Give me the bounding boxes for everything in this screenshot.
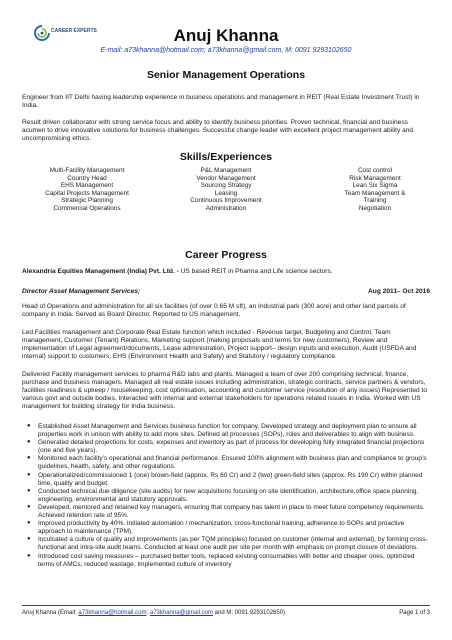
- skill-item: Lean Six Sigma: [352, 182, 398, 189]
- page-footer: [22, 610, 430, 616]
- list-item-text: Monitored each facility’s operational and financial performance. Ensured 100% alignment with business plan and compliance to group’s guidelines, health, safety, and other regulations.: [38, 455, 427, 471]
- summary-paragraph-2: Result driven collaborator with strong service focus and ability to identify business priorities. Proven technical, financial and business acumen to drive innovative solutions for business challenges. Successful change leader with excellent project management ability and uncompromising ethics.: [22, 119, 414, 142]
- skill-item: Multi-Facility Management: [49, 167, 125, 174]
- bullet-icon: ●: [27, 487, 31, 494]
- skills-heading: Skills/Experiences: [179, 151, 273, 163]
- list-item-text: Inculcated a culture of quality and improvements (as per TQM principles) focused on customer (internal and external), by forming cross-functional and intra-site audit teams. Conducted at least one audit per site per month with emphasis on prompt closure of deviations.: [38, 536, 428, 552]
- skills-column-2: [161, 167, 291, 212]
- list-item: [22, 553, 432, 569]
- achievements-list: [22, 423, 432, 569]
- role-title: Director Asset Management Services;: [22, 288, 141, 295]
- bullet-icon: ●: [27, 552, 31, 559]
- list-item-text: Improved productivity by 40%. Initiated automation / mechanization, cross-functional training, adherence to SOPs and proactive approach to maintenance (TPM).: [38, 520, 405, 536]
- candidate-name: Anuj Khanna: [173, 26, 279, 45]
- skill-item: Vendor Management: [196, 174, 256, 182]
- footer-divider: [22, 605, 430, 606]
- company-line: [22, 268, 432, 276]
- career-heading: Career Progress: [185, 249, 267, 261]
- bullet-icon: ●: [27, 455, 31, 462]
- bullet-icon: ●: [27, 536, 31, 543]
- footer-suffix: and M: 0091 9293102650): [213, 610, 286, 616]
- list-item: [22, 504, 432, 520]
- bullet-icon: ●: [27, 471, 31, 478]
- skills-column-1: [22, 167, 152, 212]
- list-item: [22, 423, 432, 439]
- list-item: [22, 439, 432, 455]
- bullet-icon: ●: [27, 423, 31, 429]
- skill-item: Leasing: [214, 189, 238, 197]
- list-item-text: Conducted technical due diligence (site audits) for new acquisitions focusing on site identification, architecture,office space planning, engineering, environmental and statutory approvals.: [38, 487, 419, 503]
- skills-column-3: [320, 167, 430, 212]
- bullet-icon: ●: [27, 439, 31, 446]
- list-item: [22, 455, 432, 471]
- footer-email-gmail-link[interactable]: a73khanna@gmail.com: [149, 610, 213, 616]
- skill-item: Country Head: [67, 174, 107, 182]
- skill-item: P&L Management: [200, 167, 252, 174]
- career-paragraph-3: Delivered Facility management services to pharma R&D labs and plants. Managed a team of over 200 comprising technical, finance, purchase and business managers. Managed all real estate issues including administration, strategic contracts, service partners & vendors, facilities readiness & upkeep / housekeeping, cost optimisation, accounting and customer service (resolution of any issues) Represented to various govt and outside bodies. Interacted with internal and external stakeholders for operations related issues in India. Worked with US management for building strategy for India business.: [22, 371, 428, 410]
- list-item: [22, 536, 432, 552]
- skill-item: Risk Management: [349, 174, 401, 182]
- bullet-icon: ●: [27, 504, 31, 511]
- bullet-icon: ●: [27, 520, 31, 527]
- list-item-text: Established Asset Management and Services business function for company. Developed strategy and deployment plan to ensure all properties work in unison with ability to add more sites. Defined all processes (SOPs), roles and deliverables to align with business.: [38, 423, 417, 438]
- summary-paragraph-1: Engineer from IIT Delhi having leadership experience in business operations and management in REIT (Real Estate Investment Trust) in India.: [22, 94, 420, 109]
- list-item: [22, 472, 432, 488]
- role-row: [22, 288, 430, 295]
- page-number: Page 1 of 3: [399, 610, 430, 616]
- skill-item: Capital Projects Management: [45, 189, 129, 197]
- footer-email-hotmail-link[interactable]: a73khanna@hotmail.com: [78, 610, 147, 616]
- skill-item: Negotiation: [358, 204, 392, 212]
- list-item: [22, 488, 432, 504]
- list-item-text: Introduced cost saving measures – purchased better tools, replaced existing consumables with better and cheaper ones, optimized terms of AMCs, reduced wastage. Implemented culture of inventory: [38, 552, 415, 568]
- skill-item: Commercial Operations: [53, 204, 121, 212]
- skills-grid: [22, 167, 430, 219]
- skill-item: Team Management &: [344, 189, 406, 197]
- skill-item: Training: [363, 197, 387, 204]
- skill-item: Continuous Improvement: [190, 197, 262, 204]
- logo-line1: CAREER EXPERTS: [51, 28, 97, 34]
- skill-item: Cost control: [357, 167, 393, 174]
- role-dates: Aug 2011– Oct 2016: [368, 288, 430, 295]
- skill-item: EHS Management: [60, 182, 114, 189]
- career-paragraph-1: Head of Operations and administration for all six facilities (of over 0.65 M sft), an Industrial park (300 acre) and other land parcels of company in India. Served as Board Director. Reported to US management.: [22, 303, 406, 318]
- list-item-text: Generated detailed projections for costs, expenses and inventory as part of process for developing fully integrated financial projections (one and five years).: [38, 439, 425, 455]
- contact-line: E-mail: a73khanna@hotmail.com; a73khanna@gmail.com, M: 0091 9293102650: [100, 47, 352, 54]
- footer-separator: ;: [146, 610, 150, 616]
- skill-item: Strategic Planning: [61, 197, 113, 204]
- company-description: US based REIT in Pharma and Life science sectors.: [178, 268, 333, 275]
- skill-item: Sourcing Strategy: [200, 182, 252, 189]
- company-name: Alexandria Equities Management (India) Pvt. Ltd. -: [22, 268, 179, 275]
- resume-title: Senior Management Operations: [146, 69, 306, 81]
- list-item: [22, 520, 432, 536]
- skill-item: Administration: [205, 204, 247, 212]
- footer-prefix: Anuj Khanna (Email:: [22, 610, 79, 616]
- list-item-text: Developed, mentored and retained key managers, ensuring that company has talent in place to meet future competency requirements. Achieved retention rate of 95%.: [38, 504, 425, 519]
- career-paragraph-2: Led Facilities management and Corporate Real Estate function which included - Revenue target, Budgeting and Control, Team management, Customer (Tenant) Relations, Marketing support (making proposals and terms for new customers), Review and implementation of Legal agreement/documents, Lease administration, Project support– design inputs and execution, Audit (USFDA and internal) support to customers, EHS (Environment Health and Safety) and Statutory / regulatory compliance.: [22, 329, 417, 360]
- list-item-text: Operationalized/commissioned 1 (one) brown-field (approx. Rs 60 Cr) and 2 (two) green-field sites (approx. Rs 190 Cr) within planned time, quality and budget.: [38, 471, 423, 487]
